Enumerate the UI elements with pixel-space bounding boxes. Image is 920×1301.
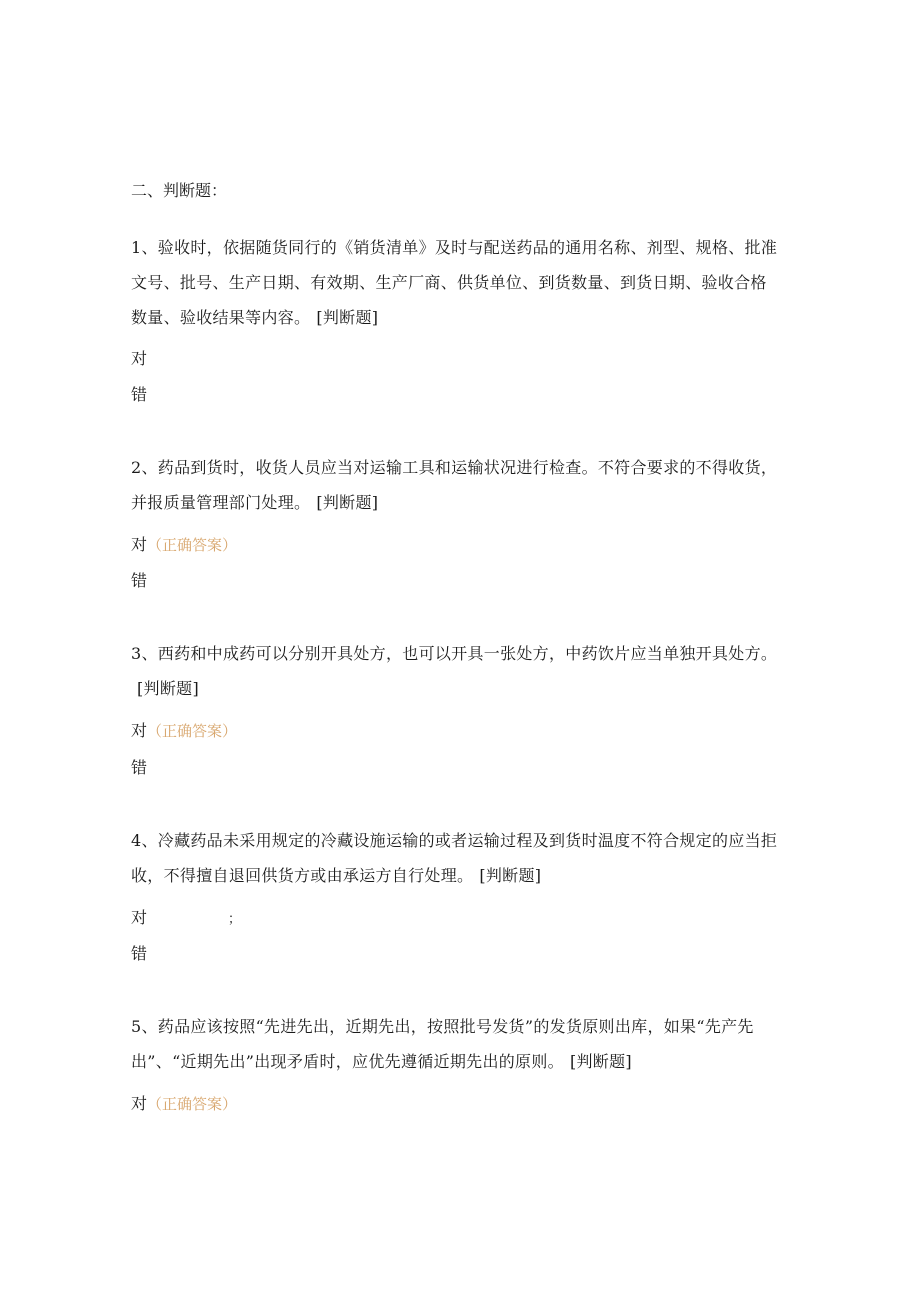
question-type-tag: [判断题] [316, 308, 379, 327]
question-type-tag: [判断题] [137, 679, 199, 698]
correct-answer-mark: （正确答案） [147, 536, 238, 554]
question-5 [131, 1009, 781, 1079]
question-number: 3、 [131, 644, 158, 663]
option-true[interactable] [131, 1091, 237, 1117]
question-number: 4、 [131, 831, 158, 850]
option-label: 错 [131, 571, 148, 590]
option-label: 对 [131, 1094, 148, 1113]
question-text [131, 230, 781, 335]
option-label: 错 [131, 758, 148, 777]
question-body: 冷藏药品未采用规定的冷藏设施运输的或者运输过程及到货时温度不符合规定的应当拒收，不得擅自退回供货方或由承运方自行处理。 [131, 831, 778, 885]
correct-answer-mark: （正确答案） [147, 722, 238, 740]
question-type-tag: [判断题] [569, 1052, 632, 1071]
question-4 [131, 823, 781, 893]
correct-answer-mark: （正确答案） [147, 1095, 238, 1113]
option-label: 对 [131, 721, 148, 740]
question-number: 1、 [131, 238, 158, 257]
question-number: 5、 [131, 1017, 158, 1036]
question-body: 验收时，依据随货同行的《销货清单》及时与配送药品的通用名称、剂型、规格、批准文号、批号、生产日期、有效期、生产厂商、供货单位、到货数量、到货日期、验收合格数量、验收结果等内容。 [131, 238, 778, 327]
section-title: 二、判断题： [131, 181, 228, 200]
question-text [131, 823, 781, 893]
question-type-tag: [判断题] [316, 493, 379, 512]
option-false[interactable] [131, 568, 147, 594]
option-true[interactable] [131, 532, 237, 558]
option-false[interactable] [131, 382, 147, 408]
question-type-tag: [判断题] [479, 866, 542, 885]
option-label: 对 [131, 535, 148, 554]
option-true[interactable] [131, 718, 237, 744]
question-3 [131, 636, 781, 706]
question-text [131, 1009, 781, 1079]
question-text [131, 450, 781, 520]
option-label: 错 [131, 944, 148, 963]
question-text [131, 636, 781, 706]
option-label: 对 [131, 349, 148, 368]
option-true[interactable] [131, 905, 147, 931]
question-body: 药品到货时，收货人员应当对运输工具和运输状况进行检查。不符合要求的不得收货，并报质量管理部门处理。 [131, 458, 778, 512]
question-2 [131, 450, 781, 520]
question-body: 药品应该按照“先进先出，近期先出，按照批号发货”的发货原则出库，如果“先产先出”、“近期先出”出现矛盾时，应优先遵循近期先出的原则。 [131, 1017, 754, 1071]
option-label: 对 [131, 908, 148, 927]
stray-semicolon: ； [228, 912, 242, 927]
question-body: 西药和中成药可以分别开具处方，也可以开具一张处方，中药饮片应当单独开具处方。 [157, 644, 778, 663]
option-true[interactable] [131, 346, 147, 372]
question-number: 2、 [131, 458, 158, 477]
question-1 [131, 230, 781, 335]
option-label: 错 [131, 385, 148, 404]
option-false[interactable] [131, 755, 147, 781]
option-false[interactable] [131, 941, 147, 967]
